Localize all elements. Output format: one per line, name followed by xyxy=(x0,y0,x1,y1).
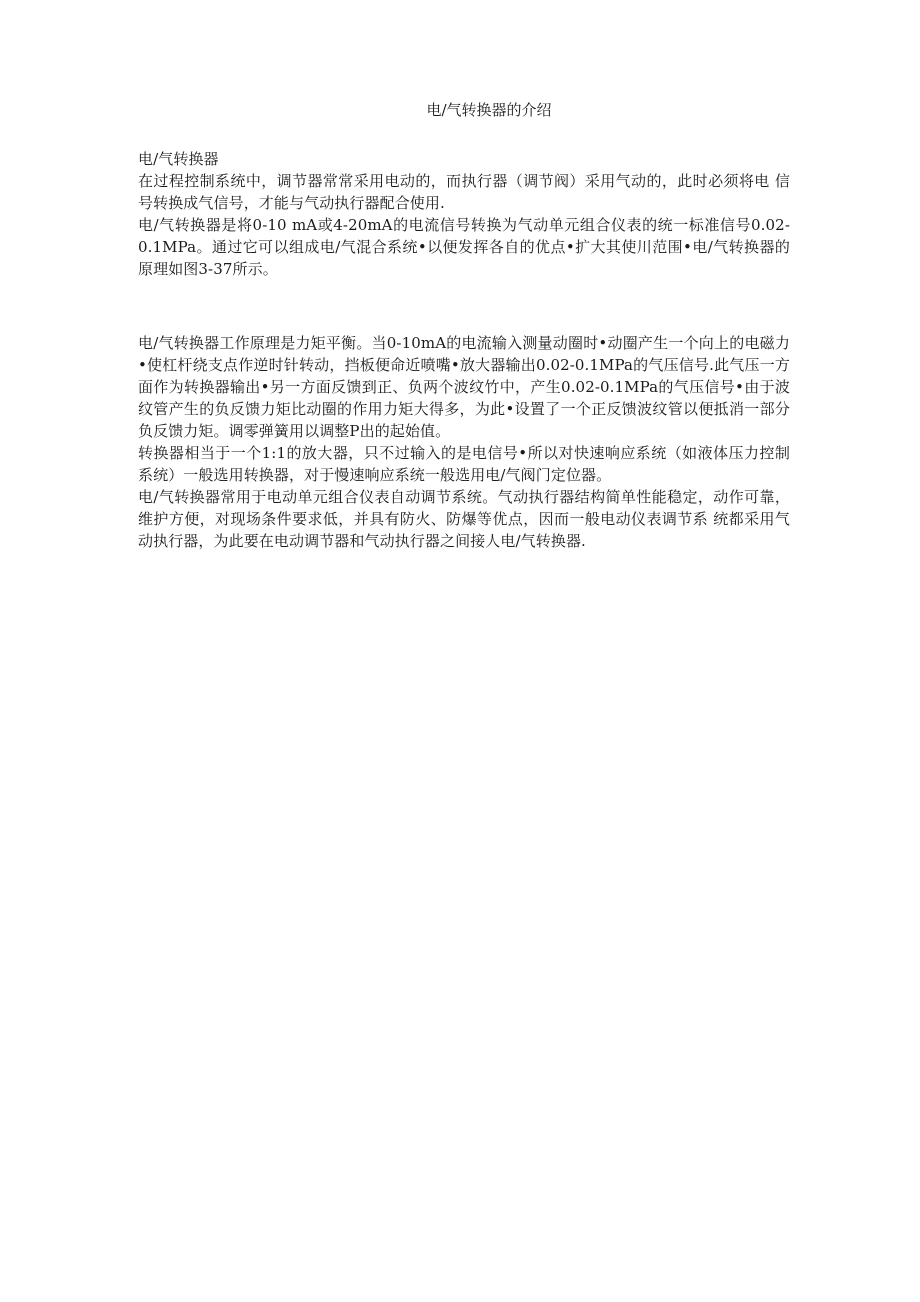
paragraph-intro: 在过程控制系统中，调节器常常采用电动的，而执行器（调节阀）采用气动的，此时必须将电 信号转换成气信号，才能与气动执行器配合使用. xyxy=(138,172,790,212)
paragraph-principle: 电/气转换器工作原理是力矩平衡。当0-10mA的电流输入测量动圈时•动圈产生一个向上的电磁力•使杠杆绕支点作逆时针转动，挡板便命近喷嘴•放大器输出0.02-0.1MPa的气压信号.此气压一方面作为转换器输出•另一方面反馈到正、负两个波纹竹中，产生0.02-0.1MPa的气压信号•由于波纹管产生的负反馈力矩比动圈的作用力矩大得多，为此•设置了一个正反馈波纹管以便抵消一部分负反馈力矩。调零弹簧用以调整P出的起始值。 xyxy=(138,334,790,440)
figure-gap xyxy=(138,280,790,332)
paragraph-application: 电/气转换器常用于电动单元组合仪表自动调节系统。气动执行器结构简单性能稳定，动作可靠，维护方便，对现场条件要求低，并具有防火、防爆等优点，因而一般电动仪表调节系 统都采用气动执行器，为此要在电动调节器和气动执行器之间接人电/气转换器. xyxy=(138,488,790,550)
document-body xyxy=(138,148,790,552)
paragraph-definition: 电/气转换器是将0-10 mA或4-20mA的电流信号转换为气动单元组合仪表的统一标准信号0.02-0.1MPa。通过它可以组成电/气混合系统•以便发挥各自的优点•扩大其使川范围•电/气转换器的原理如图3-37所示。 xyxy=(138,216,790,278)
section-heading: 电/气转换器 xyxy=(138,150,219,168)
document-title: 电/气转换器的介绍 xyxy=(426,101,552,119)
paragraph-amplifier: 转换器相当于一个1:1的放大器，只不过输入的是电信号•所以对快速响应系统（如液体压力控制系统）一般选用转换器，对于慢速响应系统一般选用电/气阀门定位器。 xyxy=(138,444,790,484)
